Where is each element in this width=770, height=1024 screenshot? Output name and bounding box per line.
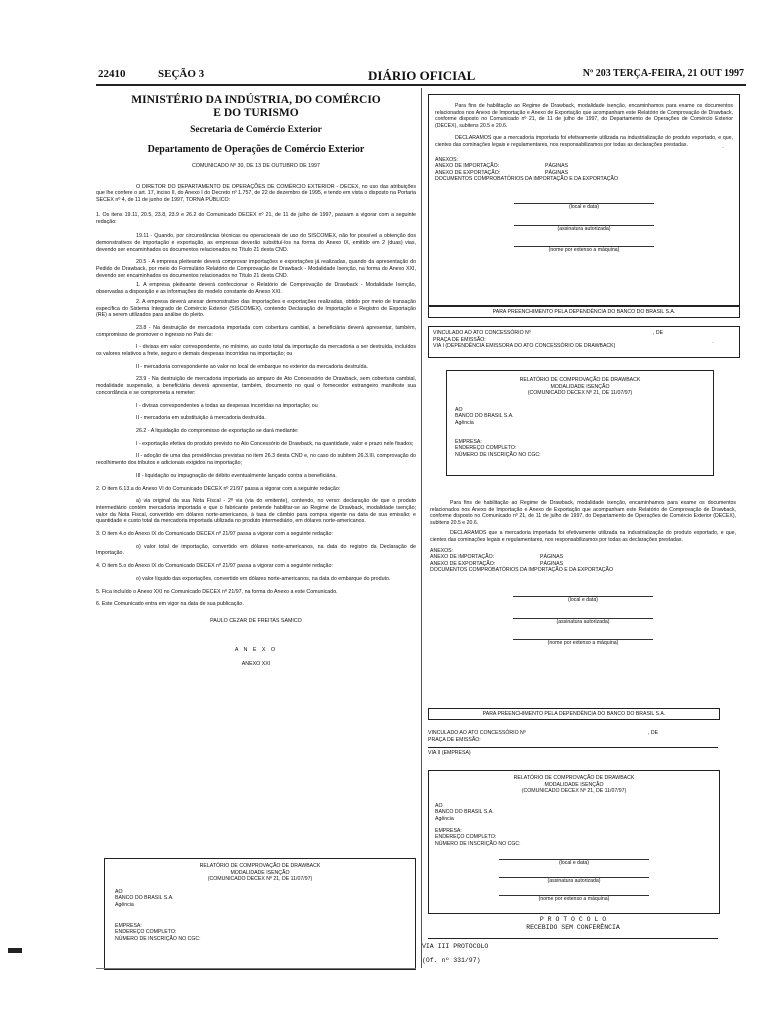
via1-nome-caption: (nome por extenso a máquina) bbox=[547, 640, 619, 647]
item-23-8-i: I - divisas em valor correspondente, no mínimo, ao custo total da importação da mercadoria a ser destruída, incluídos os valores relativos a frete, seguro e demais despesas incorridas na importação; ou bbox=[96, 344, 416, 358]
local-data-line bbox=[514, 195, 654, 204]
paragraph-5: 5. Fica incluído o Anexo XXI no Comunicado DECEX nº 21/97, na forma do Anexo a este Comunicado. bbox=[96, 588, 338, 595]
paragraph-1: 1. Os itens 19.11, 20.5, 23.8, 23.9 e 26.2 do Comunicado DECEX nº 21, de 11 de julho de 1997, passam a vigorar com a seguinte redação: bbox=[96, 211, 416, 225]
via3-label: VIA III PROTOCOLO bbox=[422, 943, 489, 950]
vinculado-box-2 bbox=[428, 730, 718, 757]
paragraph-3: 3. O item 4.o do Anexo IX do Comunicado DECEX nº 21/97 passa a vigorar com a seguinte redação: bbox=[96, 531, 333, 538]
right-form-upper bbox=[428, 94, 740, 306]
bottom-rule bbox=[96, 968, 416, 969]
via2-form-reference: (COMUNICADO DECEX Nº 21, DE 11/07/97) bbox=[521, 788, 627, 795]
via1-cgc: NÚMERO DE INSCRIÇÃO NO CGC: bbox=[455, 451, 541, 458]
anexo-xxi-heading: ANEXO XXI bbox=[241, 661, 271, 668]
via1-form-subtitle: MODALIDADE ISENÇÃO bbox=[550, 383, 610, 390]
via1-paginas-imp: PÁGINAS bbox=[540, 554, 564, 561]
vinculado-de-2: , DE bbox=[648, 730, 659, 736]
local-data-caption: (local e data) bbox=[569, 203, 599, 210]
protocolo-block bbox=[430, 916, 716, 932]
via1-paginas-exp: PÁGINAS bbox=[540, 560, 564, 567]
vinculado-rule-2 bbox=[428, 747, 718, 748]
intro-paragraph: O DIRETOR DO DEPARTAMENTO DE OPERAÇÕES DE COMÉRCIO EXTERIOR - DECEX, no uso das atribuições que lhe confere o art. 17, inciso II, do Anexo I do Decreto nº 1.757, de 22 de dezembro de 1995, e tendo em vista o disposto na Portaria SECEX nº 4, de 11 de junho de 1997, TORNA PÚBLICO: bbox=[96, 183, 416, 204]
oficio-number: (Of. nº 331/97) bbox=[422, 957, 481, 964]
bb-header-1: PARA PREENCHIMENTO PELA DEPENDÊNCIA DO BANCO DO BRASIL S.A. bbox=[428, 306, 740, 318]
item-26-2-i: I - exportação efetiva do produto previsto no Ato Concessório de Drawback, na quantidade, valor e prazo nele fixados; bbox=[136, 440, 414, 447]
via1-ao: AO bbox=[455, 406, 463, 413]
via2-local-data-caption: (local e data) bbox=[559, 860, 589, 867]
via2-form-subtitle: MODALIDADE ISENÇÃO bbox=[544, 781, 604, 788]
signature: PAULO CEZAR DE FREITAS SAMICO bbox=[210, 617, 302, 624]
anexo-exportacao-label: ANEXO DE EXPORTAÇÃO: bbox=[435, 169, 501, 176]
anexo-form-box bbox=[104, 858, 416, 970]
item-19-11: 19.11 - Quando, por circunstâncias técnicas ou operacionais de uso do SISCOMEX, não for possível a obtenção dos demonstrativos de importação e exportação, as empresas deverão substituí-los na forma do Anexo IX, emitido em 2 (duas) vias, devendo ser encaminhados os documentos relacionados no Título 21 desta CND. bbox=[96, 233, 416, 253]
via1-agencia: Agência bbox=[455, 419, 474, 426]
paragraph-4-o: o) valor líquido das exportações, convertido em dólares norte-americanos, na data do embarque do produto. bbox=[136, 575, 391, 582]
vinculado-label-2: VINCULADO AO ATO CONCESSÓRIO Nº bbox=[428, 730, 526, 736]
habilitacao-text: Para fins de habilitação ao Regime de Drawback, modalidade isenção, encaminhamos para exame os documentos relacionados nos Anexo de Importação e Anexo de Exportação que acompanham este Relatório de Comprovação de Drawback, conforme disposto no Comunicado nº 21, de 11 de julho de 1997, do Departamento de Operações de Comércio Exterior (DECEX), subitens 20.5 e 20.6. bbox=[435, 103, 733, 129]
scan-mark-2: · bbox=[712, 340, 714, 346]
paragraph-3-o: o) valor total de importação, convertido em dólares norte-americanos, na data do registro da Declaração de Importação. bbox=[96, 543, 416, 557]
footer-notes bbox=[422, 942, 488, 966]
via1-anexo-importacao-row bbox=[430, 554, 736, 561]
via1-assinatura-line bbox=[513, 610, 653, 619]
item-26-2: 26.2 - A liquidação do compromisso de exportação se dará mediante: bbox=[136, 427, 299, 434]
paragraph-6: 6. Este Comunicado entra em vigor na data de sua publicação. bbox=[96, 601, 244, 608]
vinculado-label-1: VINCULADO AO ATO CONCESSÓRIO Nº bbox=[433, 330, 531, 336]
secretaria-title: Secretaria de Comércio Exterior bbox=[190, 125, 322, 135]
item-20-5-2: 2. A empresa deverá anexar demonstrativo das importações e exportações realizadas, obtido por meio de transação específica do Sistema Integrado de Comércio Exterior (SISCOMEX), contendo Declaração de Importação e Registro de Exportação (RE) a serem utilizados para análise do pleito. bbox=[96, 298, 416, 319]
section-label: SEÇÃO 3 bbox=[158, 68, 205, 80]
comunicado-title: COMUNICADO Nº 30, DE 13 DE OUTUBRO DE 1997 bbox=[192, 163, 320, 169]
protocolo-rule bbox=[428, 938, 718, 939]
protocolo-title: P R O T O C O L O bbox=[539, 916, 607, 923]
vinculado-de-1: , DE bbox=[653, 330, 664, 336]
newspaper-title: DIÁRIO OFICIAL bbox=[368, 68, 476, 83]
nome-caption: (nome por extenso a máquina) bbox=[548, 247, 620, 254]
vinculado-row-2 bbox=[428, 730, 718, 737]
praca-label-2: PRAÇA DE EMISSÃO: bbox=[428, 736, 481, 743]
via1-anexo-importacao-label: ANEXO DE IMPORTAÇÃO: bbox=[430, 554, 495, 561]
via1-empresa: EMPRESA: bbox=[455, 438, 482, 445]
form-title: RELATÓRIO DE COMPROVAÇÃO DE DRAWBACK bbox=[199, 863, 321, 869]
paginas-exp: PÁGINAS bbox=[545, 169, 569, 176]
paragraph-4: 4. O item 5.o do Anexo IX do Comunicado DECEX nº 21/97 passa a vigorar com a seguinte redação: bbox=[96, 563, 333, 570]
anexo-heading: A N E X O bbox=[234, 646, 278, 653]
form-bank: BANCO DO BRASIL S.A. bbox=[115, 895, 174, 902]
documentos-label: DOCUMENTOS COMPROBATÓRIOS DA IMPORTAÇÃO E DA EXPORTAÇÃO bbox=[435, 176, 619, 183]
form-subtitle: MODALIDADE ISENÇÃO bbox=[230, 869, 290, 876]
item-23-8-ii: II - mercadoria correspondente ao valor no local de embarque no exterior da mercadoria destruída. bbox=[136, 363, 369, 370]
scan-mark-left bbox=[8, 948, 22, 953]
item-23-9-ii: II - mercadoria em substituição à mercadoria destruída. bbox=[136, 415, 266, 422]
via2-nome-caption: (nome por extenso a máquina) bbox=[538, 895, 610, 902]
via1-form-reference: (COMUNICADO DECEX Nº 21, DE 11/07/97) bbox=[527, 390, 633, 397]
paragraph-2-a: a) via original da sua Nota Fiscal - 2ª via (via do emitente), contendo, no verso: declaração de que o produto intermediário contém mercadoria importada e que o fabricante pretende habilitar-se ao Regime de Drawback, modalidade isenção; valor da Nota Fiscal, convertido em dólares norte-americanos, à taxa de câmbio para compra vigente na data de sua emissão; e quantidade e custo total da mercadoria importada utilizada no produto intermediário, em dólares norte-americanos. bbox=[96, 498, 416, 525]
item-23-9-i: I - divisas correspondentes a todas as despesas incorridas na importação; ou bbox=[136, 402, 318, 409]
via2-label: VIA II (EMPRESA) bbox=[428, 750, 471, 757]
assinatura-line bbox=[514, 217, 654, 226]
item-23-8: 23.8 - Na destruição de mercadoria importada com cobertura cambial, a beneficiária deverá apresentar, também, compromisso de promover o ingresso no País de: bbox=[96, 324, 416, 338]
via1-local-data-line bbox=[513, 588, 653, 597]
column-divider bbox=[421, 88, 422, 968]
form-empresa: EMPRESA: bbox=[115, 922, 142, 929]
assinatura-caption: (assinatura autorizada) bbox=[557, 225, 611, 232]
via1-assinatura-caption: (assinatura autorizada) bbox=[556, 618, 610, 625]
form-endereco: ENDEREÇO COMPLETO: bbox=[115, 929, 177, 936]
page-header bbox=[98, 68, 744, 84]
via1-nome-line bbox=[513, 631, 653, 640]
via2-agencia: Agência bbox=[435, 815, 454, 822]
via1-endereco: ENDEREÇO COMPLETO: bbox=[455, 445, 517, 452]
via2-assinatura-caption: (assinatura autorizada) bbox=[547, 877, 601, 884]
ministry-line2: E DO TURISMO bbox=[213, 107, 299, 119]
vinculado-row-1 bbox=[433, 330, 739, 337]
item-26-2-iii: III - liquidação ou impugnação de débito eventualmente lançado contra a beneficiária. bbox=[136, 472, 337, 479]
via2-form-box bbox=[428, 770, 720, 914]
ministry-title bbox=[96, 94, 416, 120]
item-23-9: 23.9 - Na destruição de mercadoria importada ao amparo de Ato Concessório de Drawback, sem cobertura cambial, modalidade suspensão, a beneficiária deverá apresentar, também, documento no qual o fornecedor estrangeiro manifeste sua concordância e se comprometa a remeter: bbox=[96, 376, 416, 396]
via2-bank: BANCO DO BRASIL S.A. bbox=[435, 809, 494, 816]
issue-info: Nº 203 TERÇA-FEIRA, 21 OUT 1997 bbox=[582, 68, 744, 79]
via1-body bbox=[430, 500, 736, 647]
via2-nome-line bbox=[499, 887, 649, 896]
paragraph-2: 2. O item 6.13.a do Anexo VI do Comunicado DECEX nº 21/97 passa a vigorar com a seguinte redação: bbox=[96, 485, 341, 492]
via1-anexo-exportacao-label: ANEXO DE EXPORTAÇÃO: bbox=[430, 560, 496, 567]
via2-local-data-line bbox=[499, 851, 649, 860]
nome-line bbox=[514, 238, 654, 247]
anexo-exportacao-row bbox=[435, 170, 739, 177]
via1-declaramos-text: DECLARAMOS que a mercadoria importada foi efetivamente utilizada na industrialização do produto exportado, e que, cientes das cominações legais e regulamentares, nos responsabilizamos por todas as declarações prestadas. bbox=[430, 530, 736, 543]
praca-label-1: PRAÇA DE EMISSÃO: bbox=[433, 336, 486, 343]
vinculado-box-1 bbox=[428, 326, 740, 358]
anexos-label: ANEXOS: bbox=[435, 156, 459, 163]
anexo-importacao-label: ANEXO DE IMPORTAÇÃO: bbox=[435, 163, 500, 170]
via1-documentos-label: DOCUMENTOS COMPROBATÓRIOS DA IMPORTAÇÃO E DA EXPORTAÇÃO bbox=[430, 567, 614, 574]
via1-label: VIA I (DEPENDÊNCIA EMISSORA DO ATO CONCESSÓRIO DE DRAWBACK) bbox=[433, 343, 616, 350]
form-cgc: NÚMERO DE INSCRIÇÃO NO CGC: bbox=[115, 935, 201, 942]
via1-form-box bbox=[446, 370, 714, 476]
item-20-5: 20.5 - A empresa pleiteante deverá comprovar importações e exportações já realizadas, quando da apresentação do Pedido de Drawback, por meio do Formulário Relatório de Comprovação de Drawback - Modalidade Isenção, na forma do Anexo XXI, devendo ser encaminhados os documentos relacionados no Título 21 desta CND. bbox=[96, 259, 416, 279]
via1-anexo-exportacao-row bbox=[430, 561, 736, 568]
via2-form-title: RELATÓRIO DE COMPROVAÇÃO DE DRAWBACK bbox=[513, 775, 635, 781]
page-number: 22410 bbox=[98, 68, 126, 80]
departamento-title: Departamento de Operações de Comércio Exterior bbox=[147, 144, 365, 155]
scan-mark: · bbox=[722, 145, 724, 151]
via2-ao: AO bbox=[435, 802, 443, 809]
declaramos-text: DECLARAMOS que a mercadoria importada foi efetivamente utilizada na industrialização do produto exportado, e que, cientes das cominações legais e regulamentares, nos responsabilizamos por todas as declarações prestadas. bbox=[435, 135, 733, 148]
via2-assinatura-line bbox=[499, 869, 649, 878]
via1-habilitacao-text: Para fins de habilitação ao Regime de Drawback, modalidade isenção, encaminhamos para exame os documentos relacionados nos Anexo de Importação e Anexo de Exportação que acompanham este Relatório de Comprovação de Drawback, conforme disposto no Comunicado nº 21, de 11 de julho de 1997, do Departamento de Operações de Comércio Exterior (DECEX), subitens 20.5 e 20.6. bbox=[430, 500, 736, 526]
form-agencia: Agência bbox=[115, 901, 134, 908]
via1-form-title: RELATÓRIO DE COMPROVAÇÃO DE DRAWBACK bbox=[519, 377, 641, 383]
anexo-importacao-row bbox=[435, 163, 739, 170]
header-rule bbox=[96, 84, 746, 86]
item-26-2-ii: II - adoção de uma das providências previstas no item 26.3 desta CND e, no caso do subitem 26.3.III, comprovação do recolhimento dos tributos e adicionais exigidos na importação; bbox=[96, 453, 416, 467]
via2-empresa: EMPRESA: bbox=[435, 827, 462, 834]
form-ao: AO bbox=[115, 888, 123, 895]
via1-anexos-label: ANEXOS: bbox=[430, 547, 454, 554]
bb-header-2: PARA PREENCHIMENTO PELA DEPENDÊNCIA DO BANCO DO BRASIL S.A. bbox=[428, 708, 720, 720]
via1-bank: BANCO DO BRASIL S.A. bbox=[455, 413, 514, 420]
via2-endereco: ENDEREÇO COMPLETO: bbox=[435, 834, 497, 841]
via1-local-data-caption: (local e data) bbox=[568, 596, 598, 603]
recebido-label: RECEBIDO SEM CONFERÊNCIA bbox=[526, 924, 620, 931]
item-20-5-1: 1. A empresa pleiteante deverá confeccionar o Relatório de Comprovação de Drawback - Modalidade Isenção, observadas a disposição e as informações do modelo constante do Anexo XXI. bbox=[96, 282, 416, 296]
ministry-line1: MINISTÉRIO DA INDÚSTRIA, DO COMÉRCIO bbox=[131, 94, 381, 106]
form-reference: (COMUNICADO DECEX Nº 21, DE 11/07/97) bbox=[207, 876, 313, 883]
via2-cgc: NÚMERO DE INSCRIÇÃO NO CGC: bbox=[435, 840, 521, 847]
paginas-imp: PÁGINAS bbox=[545, 163, 569, 170]
left-column bbox=[96, 94, 416, 668]
